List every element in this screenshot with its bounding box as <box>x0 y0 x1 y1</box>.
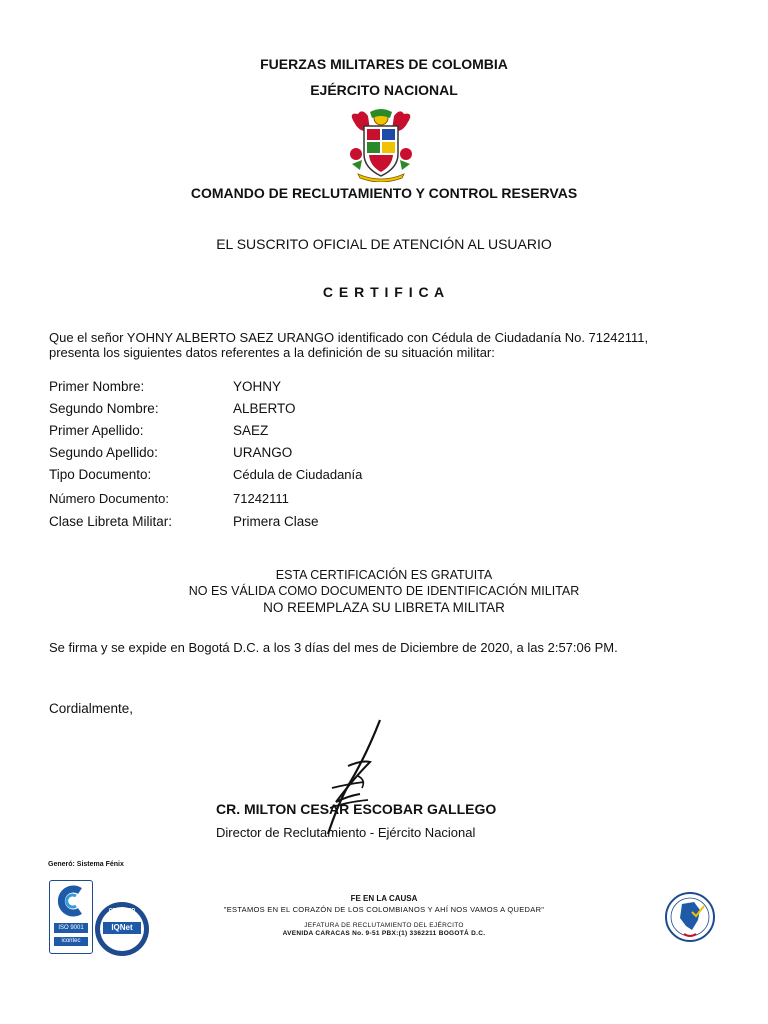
field-value: YOHNY <box>233 379 282 394</box>
field-value: Primera Clase <box>233 514 319 529</box>
colombia-map-seal-icon <box>664 890 716 944</box>
certified-label: CERTIFIED <box>108 908 136 914</box>
field-value: SAEZ <box>233 423 269 438</box>
coat-of-arms-icon <box>348 108 414 182</box>
field-row <box>49 514 709 534</box>
field-value: URANGO <box>233 445 293 460</box>
issued-statement: Se firma y se expide en Bogotá D.C. a los 3 días del mes de Diciembre de 2020, a las 2:57:06 PM. <box>49 640 618 655</box>
field-label: Segundo Apellido: <box>49 445 158 460</box>
certifica-heading: C E R T I F I C A <box>322 284 446 300</box>
signer-title: Director de Reclutamiento - Ejército Nacional <box>216 825 476 840</box>
field-label: Tipo Documento: <box>49 467 152 482</box>
field-label: Segundo Nombre: <box>49 401 159 416</box>
field-row <box>49 467 709 487</box>
closing: Cordialmente, <box>49 701 134 716</box>
field-row <box>49 379 709 399</box>
field-label: Primer Apellido: <box>49 423 144 438</box>
intro-line2: presenta los siguientes datos referentes a la definición de su situación militar: <box>49 345 495 360</box>
generated-by: Generó: Sistema Fénix <box>48 861 124 868</box>
iso-certification-logo <box>49 880 93 954</box>
signer-name: CR. MILTON CESAR ESCOBAR GALLEGO <box>216 801 497 817</box>
footer-line2: "ESTAMOS EN EL CORAZÓN DE LOS COLOMBIANOS Y AHÍ NOS VAMOS A QUEDAR" <box>223 905 545 914</box>
intro-line1: Que el señor YOHNY ALBERTO SAEZ URANGO identificado con Cédula de Ciudadanía No. 71242111, <box>49 330 649 345</box>
footer-line3: JEFATURA DE RECLUTAMIENTO DEL EJÉRCITO <box>304 922 464 929</box>
footer-line1: FE EN LA CAUSA <box>350 894 418 903</box>
footer-line4: AVENIDA CARACAS No. 9-51 PBX:(1) 3362211 BOGOTÁ D.C. <box>282 930 486 937</box>
field-label: Primer Nombre: <box>49 379 145 394</box>
iso-label: ISO 9001 <box>54 923 88 933</box>
field-label: Número Documento: <box>49 491 169 506</box>
iqnet-label: IQNet <box>103 922 141 934</box>
header-line1: FUERZAS MILITARES DE COLOMBIA <box>260 56 508 72</box>
notice-line1: ESTA CERTIFICACIÓN ES GRATUITA <box>275 568 493 582</box>
field-value: ALBERTO <box>233 401 296 416</box>
icontec-label: icontec <box>54 937 88 946</box>
notice-line3: NO REEMPLAZA SU LIBRETA MILITAR <box>263 600 505 615</box>
field-value: Cédula de Ciudadanía <box>233 467 363 482</box>
signature-icon <box>318 716 398 842</box>
field-row <box>49 491 709 511</box>
field-row <box>49 445 709 465</box>
notice-line2: NO ES VÁLIDA COMO DOCUMENTO DE IDENTIFICACIÓN MILITAR <box>188 584 580 598</box>
field-label: Clase Libreta Militar: <box>49 514 173 529</box>
field-row <box>49 423 709 443</box>
header-line2: EJÉRCITO NACIONAL <box>310 82 458 98</box>
subtitle: EL SUSCRITO OFICIAL DE ATENCIÓN AL USUARIO <box>216 236 552 252</box>
command-title: COMANDO DE RECLUTAMIENTO Y CONTROL RESERVAS <box>190 185 578 201</box>
field-value: 71242111 <box>233 491 289 506</box>
field-row <box>49 401 709 421</box>
